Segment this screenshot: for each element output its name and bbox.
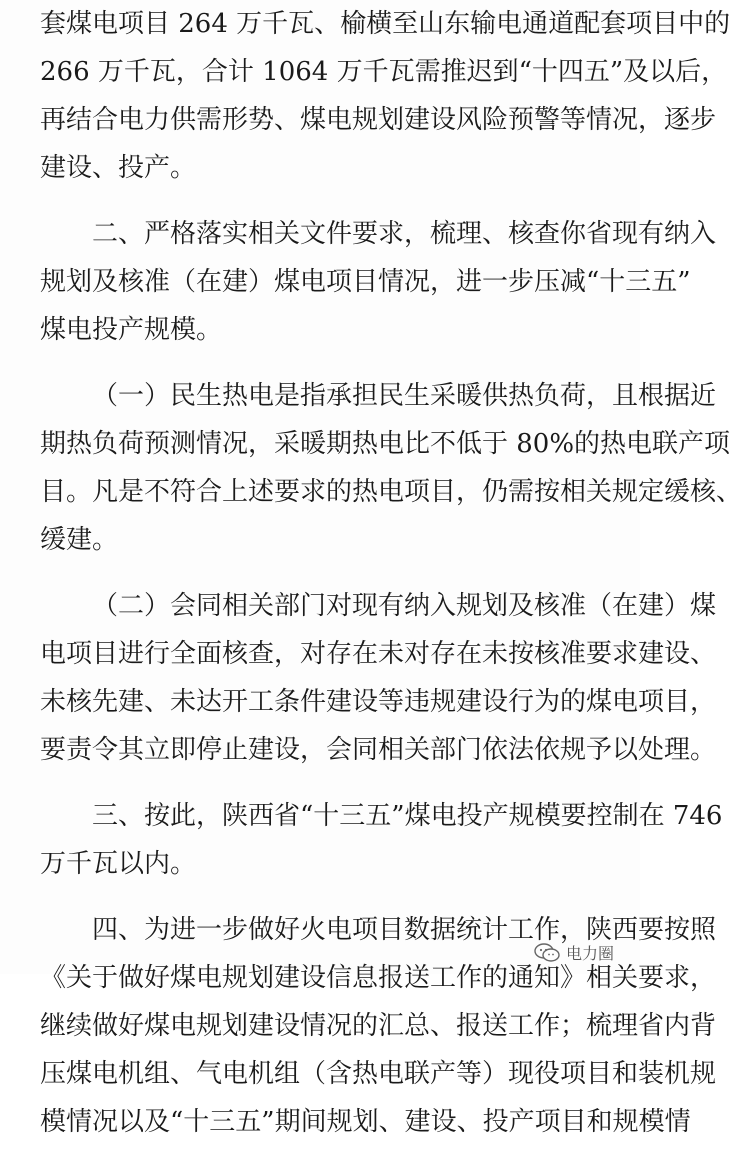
watermark: [534, 941, 614, 964]
text-line: 《关于做好煤电规划建设信息报送工作的通知》相关要求，: [40, 963, 717, 993]
text-line: 煤电投产规模。: [40, 315, 223, 345]
text-line: 继续做好煤电规划建设情况的汇总、报送工作；梳理省内背: [40, 1011, 717, 1041]
text-line: 套煤电项目 264 万千瓦、榆横至山东输电通道配套项目中的: [40, 9, 731, 39]
text-line: 目。凡是不符合上述要求的热电项目，仍需按相关规定缓核、: [40, 477, 742, 507]
text-line: 二、严格落实相关文件要求，梳理、核查你省现有纳入: [92, 219, 717, 249]
wechat-icon: [534, 943, 560, 963]
text-line: （一）民生热电是指承担民生采暖供热负荷，且根据近: [92, 381, 717, 411]
paragraph-1: [40, 0, 731, 192]
text-line: 四、为进一步做好火电项目数据统计工作，陕西要按照: [92, 915, 717, 945]
text-line: 再结合电力供需形势、煤电规划建设风险预警等情况，逐步: [40, 105, 717, 135]
text-line: 三、按此，陕西省“十三五”煤电投产规模要控制在 746: [92, 801, 723, 831]
paragraph-4: [40, 582, 717, 774]
paragraph-5: [40, 792, 723, 888]
paragraph-3: [40, 372, 742, 564]
text-line: 模情况以及“十三五”期间规划、建设、投产项目和规模情: [40, 1107, 691, 1137]
text-line: 未核先建、未达开工条件建设等违规建设行为的煤电项目，: [40, 687, 717, 717]
text-line: 压煤电机组、气电机组（含热电联产等）现役项目和装机规: [40, 1059, 717, 1089]
text-line: 电项目进行全面核查，对存在未对存在未按核准要求建设、: [40, 639, 717, 669]
text-line: 万千瓦以内。: [40, 849, 197, 879]
document-body: [40, 0, 742, 1164]
text-line: 规划及核准（在建）煤电项目情况，进一步压减“十三五”: [40, 267, 691, 297]
paragraph-2: [40, 210, 717, 354]
text-line: 建设、投产。: [40, 153, 197, 183]
text-line: 要责令其立即停止建设，会同相关部门依法依规予以处理。: [40, 735, 717, 765]
text-line: 缓建。: [40, 525, 119, 555]
watermark-label: 电力圈: [565, 944, 614, 963]
text-line: 期热负荷预测情况，采暖期热电比不低于 80%的热电联产项: [40, 429, 731, 459]
text-line: （二）会同相关部门对现有纳入规划及核准（在建）煤: [92, 591, 717, 621]
text-line: 266 万千瓦，合计 1064 万千瓦需推迟到“十四五”及以后，: [40, 57, 728, 87]
